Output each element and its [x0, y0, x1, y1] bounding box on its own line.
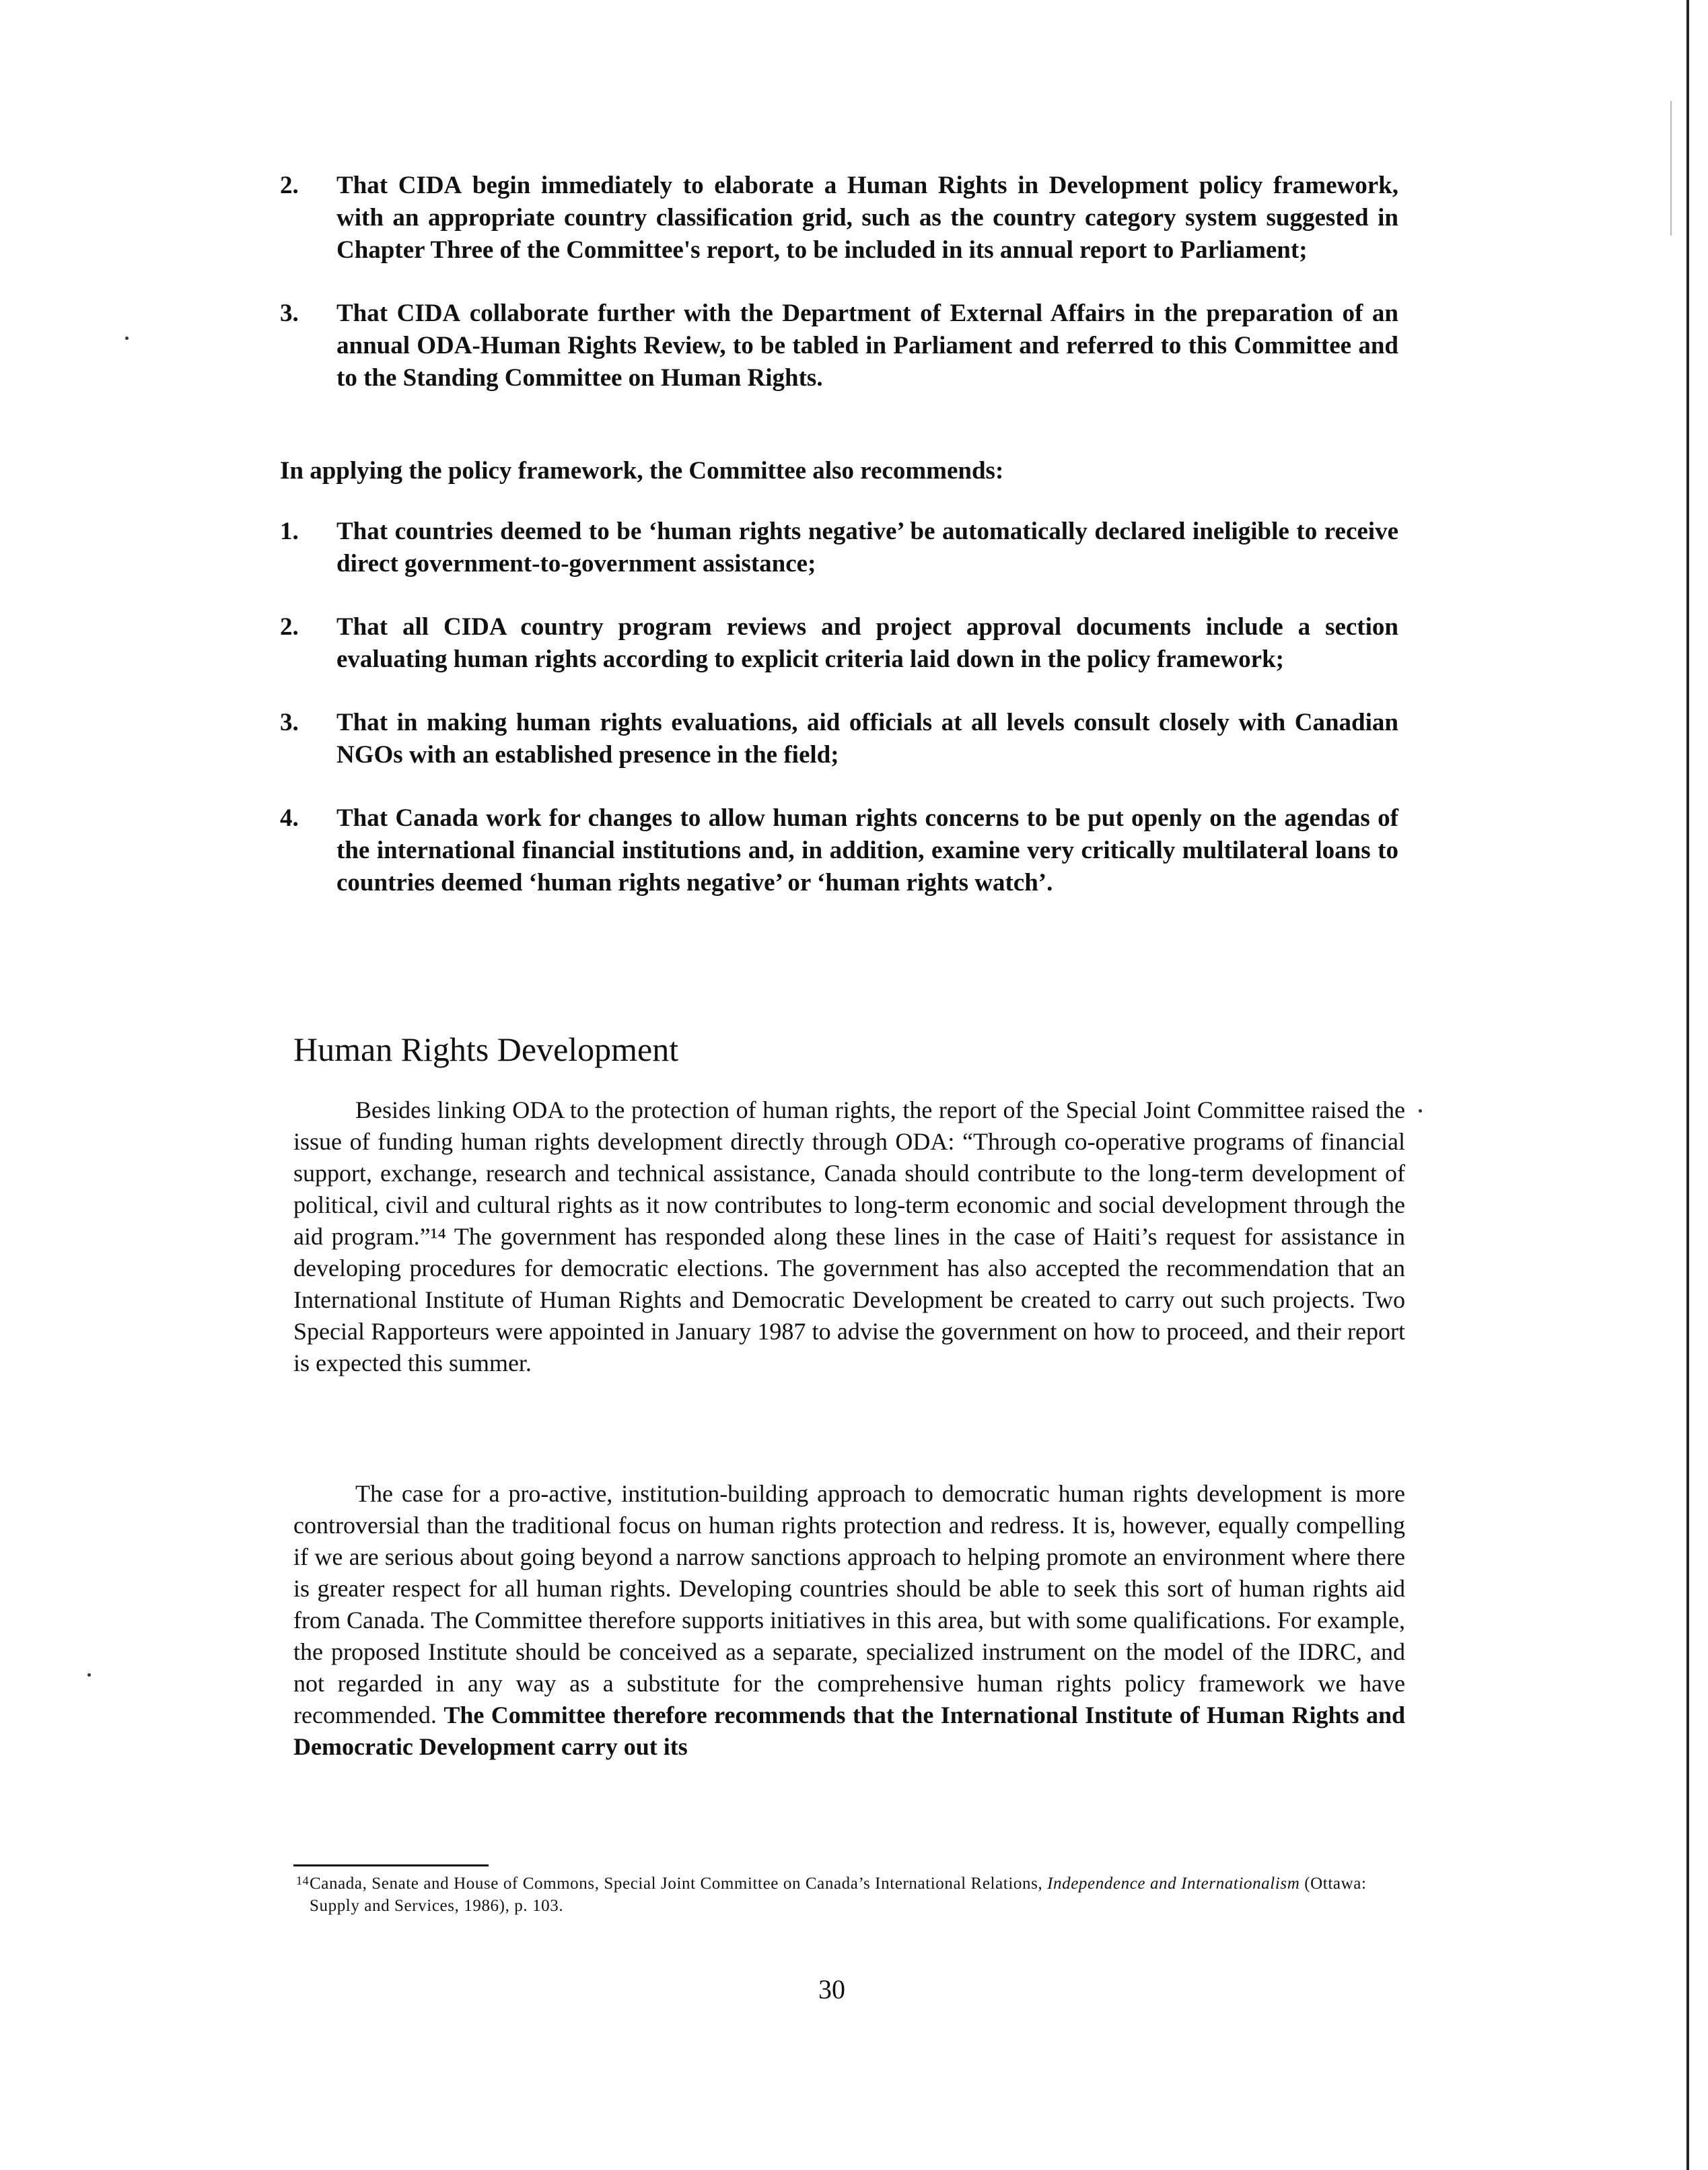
item-number: 1.	[280, 518, 299, 545]
scan-edge-mark	[1670, 101, 1672, 236]
footnote: 14 Canada, Senate and House of Commons, Special Joint Committee on Canada’s International Relations, Independence and Internationalism (Ottawa: Supply and Services, 1986), p. 103.	[310, 1873, 1413, 1917]
item-number: 3.	[280, 709, 299, 736]
item-number: 3.	[280, 300, 299, 327]
paragraph-1: Besides linking ODA to the protection of human rights, the report of the Special Joint Committee raised the issue of funding human rights development directly through ODA: “Through co-operative programs of financial support, exchange, research and technical assistance, Canada should contribute to the long-term development of political, civil and cultural rights as it now contributes to long-term economic and social development through the aid program.”¹⁴ The government has responded along these lines in the case of Haiti’s request for assistance in developing procedures for democratic elections. The government has also accepted the recommendation that an International Institute of Human Rights and Democratic Development be created to carry out such projects. Two Special Rapporteurs were appointed in January 1987 to advise the government on how to proceed, and their report is expected this summer.	[293, 1096, 1405, 1376]
recommendation-item	[280, 170, 1398, 267]
item-text: That Canada work for changes to allow human rights concerns to be put openly on the agendas of the international financial institutions and, in addition, examine very critically multilateral loans to countries deemed ‘human rights negative’ or ‘human rights watch’.	[336, 804, 1398, 897]
scan-edge-line	[1686, 0, 1689, 2170]
recommendation-bold-text: The Committee therefore recommends that the International Institute of Human Rights and Democratic Development carry out its	[293, 1702, 1405, 1760]
intro-line: In applying the policy framework, the Committee also recommends:	[280, 457, 1004, 485]
page-number: 30	[818, 1974, 845, 2004]
recommendation-item	[280, 298, 1398, 394]
recommendation-item	[280, 707, 1398, 771]
footnote-rule	[293, 1864, 489, 1866]
item-text: That in making human rights evaluations, aid officials at all levels consult closely with Canadian NGOs with an established presence in the field;	[336, 709, 1398, 769]
item-number: 2.	[280, 172, 299, 199]
item-text: That all CIDA country program reviews and project approval documents include a section evaluating human rights according to explicit criteria laid down in the policy framework;	[336, 613, 1398, 673]
scan-speck	[125, 337, 129, 340]
item-number: 4.	[280, 804, 299, 832]
item-number: 2.	[280, 613, 299, 641]
section-heading: Human Rights Development	[293, 1030, 679, 1068]
recommendations-continued	[280, 170, 1398, 394]
recommendation-item	[280, 516, 1398, 580]
scan-speck	[1419, 1109, 1422, 1113]
recommendations-framework	[280, 516, 1398, 899]
item-text: That CIDA collaborate further with the Department of External Affairs in the preparation of an annual ODA-Human Rights Review, to be tabled in Parliament and referred to this Committee and to the Standing Committee on Human Rights.	[336, 300, 1399, 392]
footnote-title: Independence and Internationalism	[1047, 1875, 1300, 1893]
footnote-number: 14	[296, 1874, 310, 1887]
scan-speck	[87, 1673, 91, 1677]
item-text: That countries deemed to be ‘human rights negative’ be automatically declared ineligible to receive direct government-to-government assistance;	[336, 518, 1398, 578]
item-text: That CIDA begin immediately to elaborate a Human Rights in Development policy framework, with an appropriate country classification grid, such as the country category system suggested in Chapter Three of the Committee's report, to be included in its annual report to Parliament;	[336, 172, 1399, 264]
recommendation-item	[280, 611, 1398, 676]
recommendation-item	[280, 802, 1398, 899]
paragraph-2: The case for a pro-active, institution-building approach to democratic human rights development is more controversial than the traditional focus on human rights protection and redress. It is, however, equally compelling if we are serious about going beyond a narrow sanctions approach to helping promote an environment where there is greater respect for all human rights. Developing countries should be able to seek this sort of human rights aid from Canada. The Committee therefore supports initiatives in this area, but with some qualifications. For example, the proposed Institute should be conceived as a separate, specialized instrument on the model of the IDRC, and not regarded in any way as a substitute for the comprehensive human rights policy framework we have recommended. The Committee therefore recommends that the International Institute of Human Rights and Democratic Development carry out its	[293, 1480, 1405, 1760]
